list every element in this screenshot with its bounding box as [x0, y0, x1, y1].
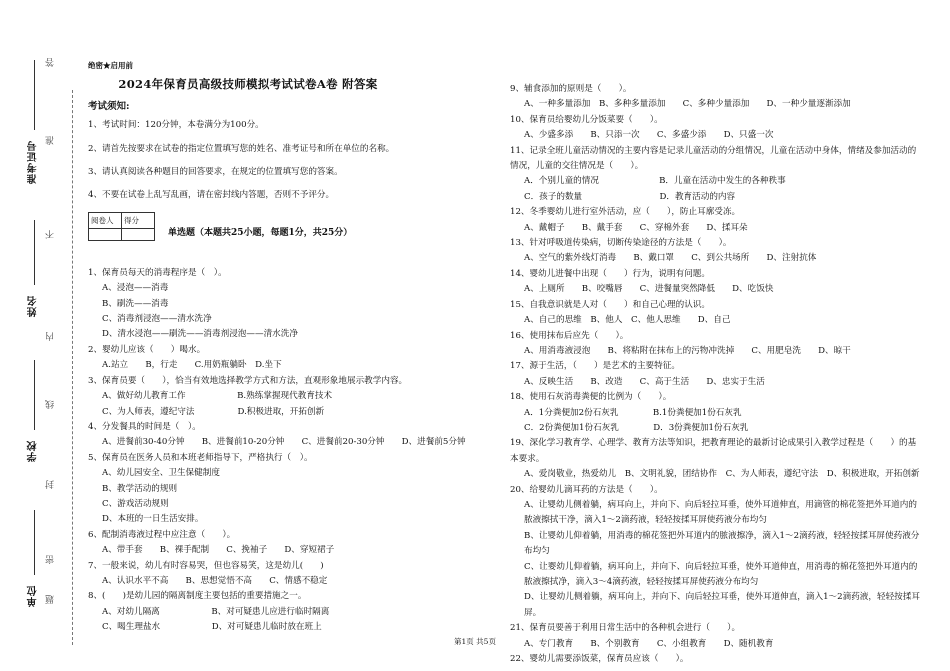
question-text: 5、保育员在医务人员和本班老师指导下，严格执行（ ）。	[88, 452, 313, 463]
school-blank[interactable]	[34, 360, 35, 430]
answer-option[interactable]: A．个别儿童的情况 B．儿童在活动中发生的各种秩事	[524, 176, 786, 187]
question-text: 14、婴幼儿进餐中出现（ ）行为，说明有问题。	[510, 268, 710, 279]
secret-label: 绝密★启用前	[88, 61, 133, 70]
answer-option[interactable]: C、消毒剂浸泡——清水洗净	[102, 314, 212, 325]
exam-number-label: 准考证号	[28, 140, 39, 184]
question-item	[510, 359, 920, 390]
answer-option[interactable]: D、本班的一日生活安排。	[102, 514, 204, 525]
answer-option[interactable]: C、为人师表，遵纪守法 D.积极进取，开拓创新	[102, 406, 325, 417]
question-text: 21、保育员要善于利用日常生活中的各种机会进行（ ）。	[510, 623, 741, 634]
answer-option[interactable]: A、对幼儿隔离 B、对可疑患儿应进行临时隔离	[102, 606, 330, 617]
question-text: 13、针对呼吸道传染病，切断传染途径的方法是（ ）。	[510, 238, 732, 249]
question-item	[510, 329, 920, 360]
question-text: 2、婴幼儿应该（ ）喝水。	[88, 344, 206, 355]
score-block	[88, 212, 488, 240]
seal-mark: 不	[46, 230, 56, 239]
question-item	[88, 266, 488, 343]
question-item	[510, 236, 920, 267]
seal-mark: 密	[46, 555, 56, 564]
answer-option[interactable]: A.站立 B，行走 C.用奶瓶躺卧 D.坐下	[102, 360, 282, 371]
answer-option[interactable]: A．1分粪便加2份石灰乳 B.1份粪便加1份石灰乳	[524, 407, 742, 418]
school-label: 学校	[28, 440, 39, 462]
question-item	[510, 390, 920, 436]
seal-mark: 题	[46, 595, 56, 604]
exam-number-blank[interactable]	[34, 60, 35, 130]
question-text: 20、给婴幼儿滴耳药的方法是（ ）。	[510, 484, 663, 495]
answer-option[interactable]: A、进餐前30-40分钟 B、进餐前10-20分钟 C、进餐前20-30分钟 D、进餐前5分钟	[102, 437, 466, 448]
notice-item: 2、请首先按要求在试卷的指定位置填写您的姓名、准考证号和所在单位的名称。	[88, 143, 395, 154]
exam-title: 2024年保育员高级技师模拟考试试卷A卷 附答案	[118, 77, 378, 92]
question-text: 10、保育员给婴幼儿分饭菜要（ ）。	[510, 114, 663, 125]
question-item	[88, 374, 488, 420]
seal-line	[72, 90, 73, 645]
question-text: 9、辅食添加的原则是（ ）。	[510, 84, 632, 94]
question-text: 4、分发餐具的时间是（ ）。	[88, 421, 201, 432]
score-cell[interactable]	[122, 229, 155, 241]
answer-option[interactable]: C．2份粪便加1份石灰乳 D．3份粪便加1份石灰乳	[524, 422, 749, 433]
question-item	[510, 436, 920, 482]
question-text: 3、保育员要（ ），恰当有效地选择教学方式和方法，直观形象地展示教学内容。	[88, 375, 408, 386]
question-item	[510, 483, 920, 622]
section-title: 单选题（本题共25小题，每题1分，共25分）	[168, 227, 353, 238]
right-column	[510, 82, 920, 667]
answer-option[interactable]: B、让婴幼儿仰着躺，用消毒的棉花签把外耳道内的脓液擦净，滴入1～2滴药液，轻轻按揉耳屏使药液分布均匀	[524, 530, 920, 557]
question-text: 15、自我意识就是人对（ ）和自己心理的认识。	[510, 299, 710, 310]
question-text: 7、一般来说，幼儿有时容易哭，但也容易笑，这是幼儿( )	[88, 560, 324, 571]
question-item	[88, 528, 488, 559]
answer-option[interactable]: A、带手套 B、裸手配制 C、挽袖子 D、穿短裙子	[102, 545, 335, 556]
answer-option[interactable]: A、做好幼儿教育工作 B.熟练掌握现代教育技术	[102, 391, 333, 402]
question-text: 16、使用抹布后应先（ ）。	[510, 330, 629, 341]
question-text: 17、源于生活，（ ）是艺术的主要特征。	[510, 361, 680, 372]
answer-option[interactable]: A、空气的紫外线灯消毒 B、戴口罩 C、到公共场所 D、注射抗体	[524, 253, 817, 264]
answer-option[interactable]: A、爱岗敬业，热爱幼儿 B、文明礼貌，团结协作 C、为人师表，遵纪守法 D、积极进取，开拓创新	[524, 469, 920, 480]
question-item	[510, 205, 920, 236]
seal-mark: 线	[46, 400, 56, 409]
question-text: 1、保育员每天的消毒程序是（ ）。	[88, 267, 227, 278]
question-item	[88, 343, 488, 374]
question-text: 6、配制消毒液过程中应注意（ ）。	[88, 529, 236, 540]
seal-mark: 准	[46, 136, 56, 145]
answer-option[interactable]: C．孩子的数量 D．教育活动的内容	[524, 191, 736, 202]
reviewer-header: 阅卷人	[89, 212, 122, 228]
reviewer-cell[interactable]	[89, 229, 122, 241]
question-item	[510, 267, 920, 298]
notice-item: 3、请认真阅读各种题目的回答要求，在规定的位置填写您的答案。	[88, 167, 343, 178]
answer-option[interactable]: A、自己的思维 B、他人 C、他人思维 D、自己	[524, 315, 731, 326]
question-text: 19、深化学习教育学、心理学、教育方法等知识，把教育理论的最新讨论成果引入教学过程是（ ）的基本要求。	[510, 438, 917, 464]
question-text: 11、记录全班儿童活动情况的主要内容是记录儿童活动的分组情况，儿童在活动中身体，情绪及参加活动的情况，儿童的交往情况是（ ）。	[510, 145, 917, 172]
question-item	[510, 113, 920, 144]
question-item	[88, 451, 488, 528]
answer-option[interactable]: C、游戏活动规则	[102, 498, 169, 509]
notice-item: 4、不要在试卷上乱写乱画，请在密封线内答题，否则不予评分。	[88, 190, 335, 201]
seal-mark: 封	[46, 480, 56, 489]
unit-label: 单位	[28, 585, 39, 607]
answer-option[interactable]: A、戴帽子 B、戴手套 C、穿棉外套 D、揉耳朵	[524, 222, 748, 233]
answer-option[interactable]: A、上厕所 B、咬嘴唇 C、进餐量突然降低 D、吃饭快	[524, 284, 774, 295]
answer-option[interactable]: A、浸泡——消毒	[102, 283, 169, 294]
notice-heading: 考试须知:	[88, 100, 130, 112]
question-item	[510, 144, 920, 206]
question-item	[510, 298, 920, 329]
seal-mark: 内	[46, 332, 56, 341]
answer-option[interactable]: A、一种多量添加 B、多种多量添加 C、多种少量添加 D、一种少量逐渐添加	[524, 99, 851, 110]
answer-option[interactable]: D、让婴幼儿侧着躺，病耳向上，并向下、向后轻拉耳垂，使外耳道伸直，滴入1～2滴药液，轻轻按揉耳屏。	[524, 592, 920, 618]
answer-option[interactable]: B、教学活动的规则	[102, 483, 178, 494]
answer-option[interactable]: B、刷洗——消毒	[102, 298, 169, 309]
score-header: 得分	[122, 212, 155, 228]
question-item	[88, 589, 488, 635]
answer-option[interactable]: A、专门教育 B、个别教育 C、小组教育 D、随机教育	[524, 638, 774, 649]
answer-option[interactable]: D、清水浸泡——刷洗——消毒剂浸泡——清水洗净	[102, 329, 298, 340]
score-table	[88, 212, 155, 241]
left-question-list	[88, 266, 488, 636]
question-item	[510, 652, 920, 667]
name-label: 姓名	[28, 295, 39, 317]
binding-strip	[22, 40, 62, 620]
answer-option[interactable]: C、喝生理盐水 D、对可疑患儿临时放在班上	[102, 622, 322, 633]
question-text: 18、使用石灰消毒粪便的比例为（ ）。	[510, 392, 672, 403]
page-footer: 第1页 共5页	[454, 637, 496, 646]
unit-blank[interactable]	[34, 510, 35, 575]
answer-option[interactable]: A、幼儿园安全、卫生保健制度	[102, 468, 220, 479]
left-column	[88, 58, 488, 636]
question-text: 22、婴幼儿需要添饭菜，保育员应该（ ）。	[510, 654, 689, 665]
name-blank[interactable]	[34, 220, 35, 285]
answer-option[interactable]: A、用消毒液浸泡 B、将粘附在抹布上的污物冲洗掉 C、用肥皂洗 D、晾干	[524, 345, 851, 356]
answer-option[interactable]: A、让婴幼儿侧着躺，病耳向上，并向下、向后轻拉耳垂，使外耳道伸直，用滴管的棉花签把外耳道内的脓液擦拭干净，滴入1～2滴药液，轻轻按揉耳屏使药液分布均匀	[524, 499, 917, 526]
question-item	[88, 420, 488, 451]
seal-mark: 答	[46, 58, 56, 67]
answer-option[interactable]: C、让婴幼儿仰着躺，病耳向上，并向下、向后轻拉耳垂，使外耳道伸直，用消毒的棉花签把外耳道内的脓液擦拭净，滴入3～4滴药液，轻轻按揉耳屏使药液分布均匀	[524, 561, 918, 587]
question-text: 8、( )是幼儿园的隔离制度主要包括的重要措施之一。	[88, 591, 307, 602]
answer-option[interactable]: A、认识水平不高 B、思想觉悟不高 C、情感不稳定	[102, 575, 328, 586]
answer-option[interactable]: A、少盛多添 B、只添一次 C、多盛少添 D、只盛一次	[524, 130, 774, 141]
question-text: 12、冬季婴幼儿进行室外活动，应（ ），防止耳廓受冻。	[510, 207, 741, 218]
question-item	[88, 559, 488, 590]
question-item	[510, 82, 920, 113]
right-question-list	[510, 82, 920, 667]
notice-item: 1、考试时间：120分钟，本卷满分为100分。	[88, 120, 264, 131]
answer-option[interactable]: A、反映生活 B、改造 C、高于生活 D、忠实于生活	[524, 376, 765, 387]
